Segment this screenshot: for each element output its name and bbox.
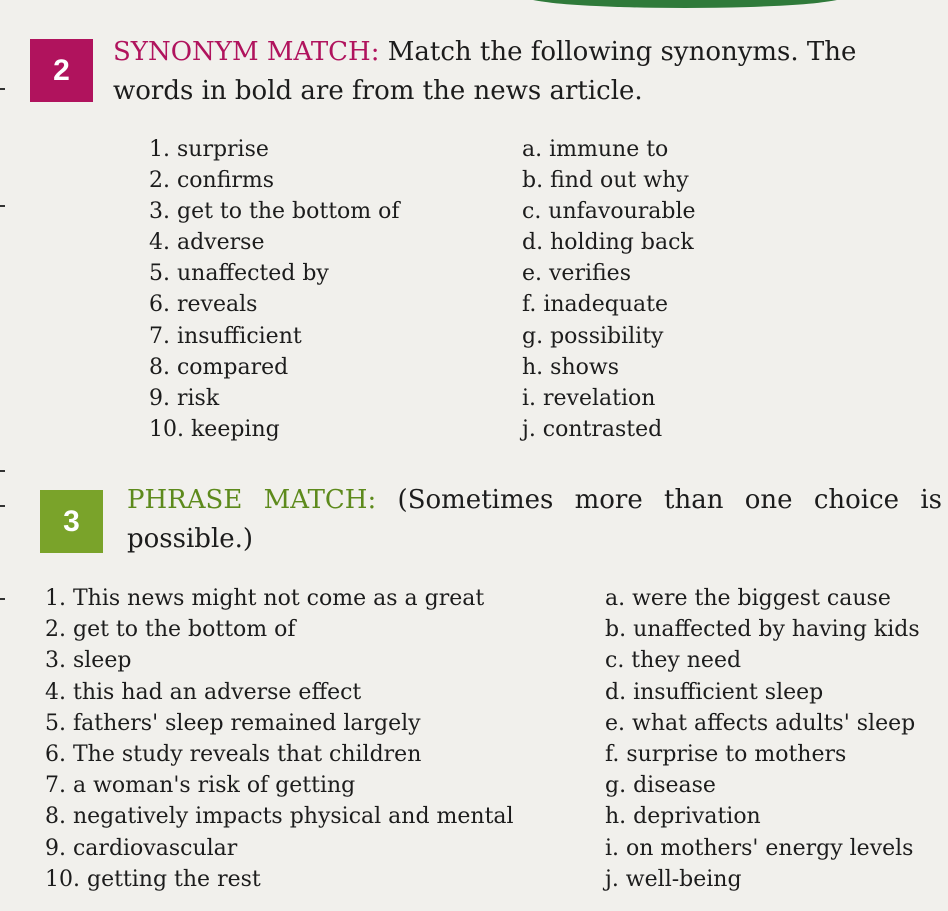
synonym-choice-item: h. shows xyxy=(522,354,619,380)
phrase-ending-item: c. they need xyxy=(605,648,742,674)
synonym-choice-item: d. holding back xyxy=(522,230,694,256)
section-3-number-badge: 3 xyxy=(40,490,103,553)
synonym-choice-item: g. possibility xyxy=(522,323,664,349)
edge-mark xyxy=(0,505,5,507)
synonym-choice-item: f. inadequate xyxy=(522,292,668,318)
phrase-start-item: 10. getting the rest xyxy=(45,866,261,892)
edge-mark xyxy=(0,470,5,472)
synonym-choice-item: b. find out why xyxy=(522,168,689,194)
phrase-left-list xyxy=(45,583,514,895)
synonym-word-item: 7. insufficient xyxy=(149,323,302,349)
phrase-start-item: 2. get to the bottom of xyxy=(45,617,296,643)
synonym-choice-item: j. contrasted xyxy=(522,416,663,442)
phrase-start-item: 3. sleep xyxy=(45,648,132,674)
synonym-choice-item: c. unfavourable xyxy=(522,199,696,225)
edge-mark xyxy=(0,598,5,600)
phrase-right-list xyxy=(605,583,920,895)
phrase-ending-item: h. deprivation xyxy=(605,804,761,830)
synonym-word-item: 4. adverse xyxy=(149,230,265,256)
synonym-word-item: 3. get to the bottom of xyxy=(149,199,400,225)
phrase-ending-item: a. were the biggest cause xyxy=(605,586,891,611)
phrase-ending-item: f. surprise to mothers xyxy=(605,742,847,768)
synonym-word-item: 10. keeping xyxy=(149,416,280,442)
synonym-word-item: 9. risk xyxy=(149,385,220,411)
synonym-left-list xyxy=(149,134,400,445)
phrase-start-item: 5. fathers' sleep remained largely xyxy=(45,710,421,736)
synonym-choice-item: a. immune to xyxy=(522,137,669,162)
decorative-green-arc xyxy=(525,0,845,8)
section-2-number-badge: 2 xyxy=(30,39,93,102)
phrase-match-title: PHRASE MATCH: xyxy=(127,485,377,515)
phrase-ending-item: e. what affects adults' sleep xyxy=(605,710,916,736)
phrase-ending-item: g. disease xyxy=(605,773,716,799)
synonym-word-item: 2. confirms xyxy=(149,168,275,194)
synonym-word-item: 1. surprise xyxy=(149,137,269,162)
phrase-ending-item: i. on mothers' energy levels xyxy=(605,835,914,861)
phrase-start-item: 9. cardiovascular xyxy=(45,835,238,861)
phrase-start-item: 6. The study reveals that children xyxy=(45,742,422,768)
synonym-word-item: 8. compared xyxy=(149,354,289,380)
phrase-ending-item: b. unaffected by having kids xyxy=(605,617,920,643)
synonym-choice-item: i. revelation xyxy=(522,385,656,411)
synonym-match-title: SYNONYM MATCH: xyxy=(113,37,380,67)
phrase-start-item: 7. a woman's risk of getting xyxy=(45,773,356,799)
synonym-word-item: 6. reveals xyxy=(149,292,258,318)
phrase-match-heading xyxy=(127,481,942,559)
phrase-start-item: 8. negatively impacts physical and mental xyxy=(45,804,514,830)
synonym-right-list xyxy=(522,134,696,445)
phrase-match-instruction: (Sometimes more than one choice is possible.) xyxy=(127,485,942,554)
phrase-ending-item: j. well-being xyxy=(605,866,742,892)
synonym-word-item: 5. unaffected by xyxy=(149,261,329,287)
phrase-start-item: 1. This news might not come as a great xyxy=(45,586,485,611)
phrase-start-item: 4. this had an adverse effect xyxy=(45,679,362,705)
phrase-ending-item: d. insufficient sleep xyxy=(605,679,824,705)
synonym-match-heading xyxy=(113,33,938,111)
edge-mark xyxy=(0,205,5,207)
synonym-match-instruction: Match the following synonyms. The words in bold are from the news article. xyxy=(113,37,857,106)
edge-mark xyxy=(0,88,5,90)
synonym-choice-item: e. verifies xyxy=(522,261,631,287)
